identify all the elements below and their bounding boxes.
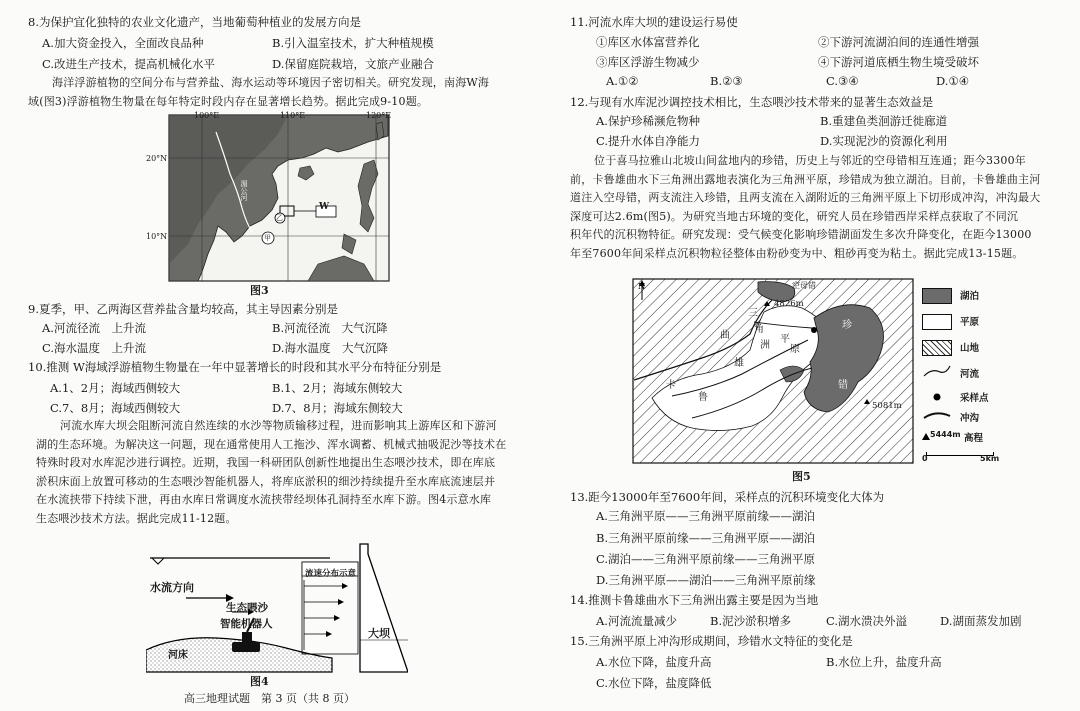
q9-option-a: A.河流径流 上升流 [42, 321, 146, 335]
lat-label-10: 10°N [146, 232, 168, 241]
intro-11-12-line: 河流水库大坝会阻断河流自然连续的水沙等物质输移过程，进而影响其上游库区和下游河 [60, 419, 497, 432]
page-footer: 高三地理试题 第 3 页（共 8 页） [184, 692, 355, 705]
intro-9-10-line: 海洋浮游植物的空间分布与营养盐、海水运动等环境因子密切相关。研究发现，南海W海 [52, 76, 490, 89]
map-mark-yi: 乙 [276, 214, 283, 222]
q8-option-d: D.保留庭院栽培，文旅产业融合 [272, 57, 434, 71]
q11-option-b: B.②③ [710, 74, 743, 88]
intro-9-10-line: 域(图3)浮游植物生物量在每年特定时段内存在显著增长趋势。据此完成9-10题。 [28, 94, 429, 108]
q12-option-d: D.实现泥沙的资源化利用 [820, 134, 948, 148]
figure-3-caption: 图3 [250, 284, 269, 297]
q11-item-2: ②下游河流湖泊间的连通性增强 [818, 35, 979, 49]
lon-label-110: 110°E [280, 111, 306, 120]
intro-11-12 [36, 417, 506, 528]
fig5-zhen-2: 错 [838, 380, 848, 391]
q13-option-c: C.湖泊——三角洲平原前缘——三角洲平原 [596, 552, 816, 566]
legend-elev-sample: 5444m [930, 430, 961, 439]
map-mark-w: W [319, 202, 330, 212]
fig4-flow-direction: 水流方向 [150, 581, 194, 594]
q12-option-a: A.保护珍稀濒危物种 [596, 114, 700, 128]
q14-option-b: B.泥沙淤积增多 [710, 614, 792, 628]
fig5-lake-kongmu: 空母错 [792, 281, 816, 290]
legend-mountain: 山地 [960, 343, 980, 354]
fig5-sanjiao-5: 原 [790, 344, 800, 355]
q12-option-c: C.提升水体自净能力 [596, 134, 701, 148]
legend-gully: 冲沟 [960, 413, 980, 424]
fig5-sanjiao-1: 三 [748, 308, 758, 319]
lon-label-120: 120°E [366, 111, 392, 120]
intro-13-15-line: 道注入空母错，两支流注入珍错，且两支流在入湖附近的三角洲平原上下切形成冲沟，冲沟最大 [570, 191, 1041, 204]
legend-river-icon [922, 364, 952, 380]
q11-option-d: D.①④ [936, 74, 970, 88]
legend-river: 河流 [960, 369, 980, 380]
q10-option-d: D.7、8月；海域东侧较大 [272, 401, 403, 415]
lon-label-100: 100°E [194, 111, 220, 120]
legend-lake-swatch [922, 288, 952, 304]
q11-option-a: A.①② [606, 74, 639, 88]
legend-lake: 湖泊 [960, 291, 980, 302]
fig5-kalu-2: 鲁 [698, 392, 708, 403]
q11-item-4: ④下游河道底栖生物生境受破坏 [818, 55, 979, 69]
q8-stem: 8.为保护宜化独特的农业文化遗产，当地葡萄种植业的发展方向是 [28, 15, 361, 29]
intro-13-15-line: 位于喜马拉雅山北坡山间盆地内的珍错，历史上与邻近的空母错相互连通；距今3300年 [594, 154, 1026, 167]
q14-option-a: A.河流流量减少 [596, 614, 677, 628]
q10-option-a: A.1、2月；海域西侧较大 [50, 381, 181, 395]
q11-stem: 11.河流水库大坝的建设运行易使 [570, 15, 738, 29]
q8-option-a: A.加大资金投入，全面改良品种 [42, 36, 204, 50]
intro-11-12-line: 在水流挟带下持续下泄，再由水库日常调度水流挟带经坝体孔洞持至水库下游。图4示意水库 [36, 493, 492, 506]
q13-option-d: D.三角洲平原——湖泊——三角洲平原前缘 [596, 573, 816, 587]
q9-stem: 9.夏季，甲、乙两海区营养盐含量均较高，其主导因素分别是 [28, 302, 338, 316]
intro-13-15-line: 年至7600年间采样点沉积物粒径整体由粉砂变为中、粗砂再变为粘土。据此完成13-15题。 [570, 246, 1024, 260]
legend-gully-icon [922, 408, 952, 422]
legend-elevation-icon [922, 432, 930, 440]
fig4-robot-label-2: 智能机器人 [220, 618, 273, 630]
intro-11-12-line: 湖的生态环境。为解决这一问题，现在通常使用人工拖沙、浑水调蓄、机械式抽吸泥沙等技术在 [36, 437, 507, 451]
fig4-dam: 大坝 [368, 627, 390, 640]
intro-11-12-line: 生态喂沙技术方法。据此完成11-12题。 [36, 511, 237, 525]
q8-option-b: B.引入温室技术，扩大种植规模 [272, 36, 434, 50]
fig5-zhen-1: 珍 [842, 320, 852, 331]
intro-13-15-line: 积年代的沉积物特征。研究发现：受气候变化影响珍错湖面发生多次升降变化，在距今13000 [570, 228, 1032, 241]
q11-item-1: ①库区水体富营养化 [596, 35, 700, 49]
q11-option-c: C.③④ [826, 74, 859, 88]
fig5-sanjiao-3: 洲 [760, 340, 770, 351]
fig5-qu: 曲 [720, 330, 730, 341]
intro-9-10 [28, 74, 489, 111]
map-river-mekong: 湄公河 [240, 180, 248, 201]
fig5-kalu-1: 卡 [666, 380, 676, 391]
q10-stem: 10.推测 W海域浮游植物生物量在一年中显著增长的时段和其水平分布特征分别是 [28, 360, 442, 374]
q10-option-b: B.1、2月；海域东侧较大 [272, 381, 403, 395]
fig5-kalu-3: 雄 [734, 358, 744, 369]
fig4-flow-distribution: 流速分布示意 [305, 569, 357, 579]
fig5-elev-4826: 4826m [774, 299, 804, 309]
q12-stem: 12.与现有水库泥沙调控技术相比，生态喂沙技术带来的显著生态效益是 [570, 95, 934, 109]
figure-3-map [168, 114, 390, 282]
lat-label-20: 20°N [146, 154, 168, 163]
q8-option-c: C.改进生产技术，提高机械化水平 [42, 57, 216, 71]
q13-stem: 13.距今13000年至7600年间，采样点的沉积环境变化大体为 [570, 490, 885, 504]
map-mark-jia: 甲 [264, 234, 271, 242]
q9-option-d: D.海水温度 大气沉降 [272, 341, 388, 355]
intro-13-15-line: 深度可达2.6m(图5)。为研究当地古环境的变化，研究人员在珍错西岸采样点获取了不同沉 [570, 209, 1019, 223]
legend-plain: 平原 [960, 317, 980, 328]
figure-4-caption: 图4 [250, 675, 269, 688]
fig4-riverbed: 河床 [168, 650, 188, 661]
q14-stem: 14.推测卡鲁雄曲水下三角洲出露主要是因为当地 [570, 593, 819, 607]
q14-option-d: D.湖面蒸发加剧 [940, 614, 1022, 628]
fig5-sanjiao-4: 平 [780, 334, 790, 345]
figure-5-map [632, 278, 914, 464]
fig5-north: N [638, 281, 646, 291]
q13-option-a: A.三角洲平原——三角洲平原前缘——湖泊 [596, 509, 815, 523]
figure-5-caption: 图5 [792, 470, 811, 483]
fig5-sanjiao-2: 角 [754, 324, 764, 335]
fig4-robot-label-1: 生态喂沙 [226, 602, 268, 614]
q10-option-c: C.7、8月；海域西侧较大 [50, 401, 181, 415]
legend-sample: 采样点 [960, 393, 989, 404]
scale-five: 5km [980, 454, 1000, 463]
q15-option-a: A.水位下降，盐度升高 [596, 655, 712, 669]
q15-option-b: B.水位上升，盐度升高 [826, 655, 942, 669]
q15-option-c: C.水位下降，盐度降低 [596, 676, 712, 690]
q15-stem: 15.三角洲平原上冲沟形成期间，珍错水文特征的变化是 [570, 634, 853, 648]
q14-option-c: C.湖水溃决外溢 [826, 614, 908, 628]
intro-11-12-line: 特殊时段对水库泥沙进行调控。近期，我国一科研团队创新性地提出生态喂沙技术，即在库底 [36, 456, 496, 469]
intro-13-15-line: 前，卡鲁雄曲水下三角洲出露地表演化为三角洲平原，珍错成为独立湖泊。目前，卡鲁雄曲主河 [570, 172, 1041, 186]
q12-option-b: B.重建鱼类洄游迁徙廊道 [820, 114, 948, 128]
scale-zero: 0 [922, 454, 928, 463]
q11-item-3: ③库区浮游生物减少 [596, 55, 700, 69]
q9-option-b: B.河流径流 大气沉降 [272, 321, 388, 335]
intro-13-15 [570, 152, 1040, 263]
legend-plain-swatch [922, 314, 952, 330]
legend-mountain-swatch [922, 340, 952, 356]
legend-sample-icon [930, 390, 944, 404]
q9-option-c: C.海水温度 上升流 [42, 341, 147, 355]
q13-option-b: B.三角洲平原前缘——三角洲平原——湖泊 [596, 531, 816, 545]
intro-11-12-line: 淤积床面上放置可移动的生态喂沙智能机器人，将库底淤积的细沙持续提升至水库底流速层并 [36, 474, 496, 488]
fig5-elev-5081: 5081m [872, 401, 902, 411]
legend-elevation: 高程 [964, 433, 984, 444]
